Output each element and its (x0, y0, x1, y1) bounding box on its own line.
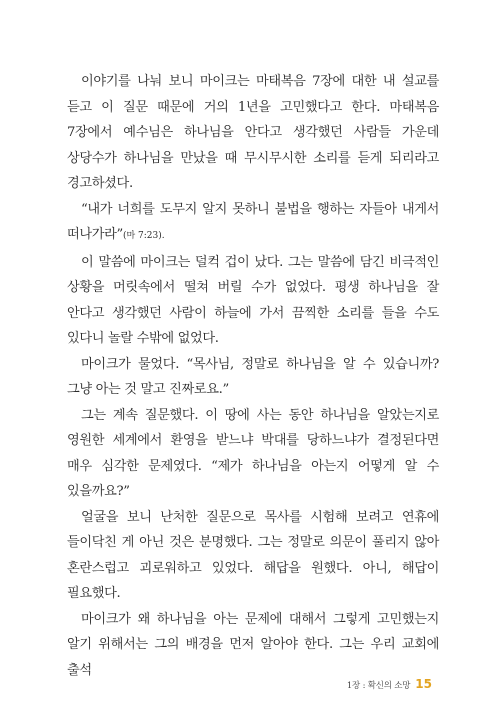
paragraph-5: 그는 계속 질문했다. 이 땅에 사는 동안 하나님을 알았는지로 영원한 세계에서 환영을 받느냐 박대를 당하느냐가 결정된다면 매우 심각한 문제였다. “제가 하나님을 아는지 어떻게 알 수 있을까요?” (67, 407, 439, 499)
paragraph-7: 마이크가 왜 하나님을 아는 문제에 대해서 그렇게 고민했는지 알기 위해서는 그의 배경을 먼저 알아야 한다. 그는 우리 교회에 출석 (67, 611, 439, 678)
page-footer (347, 677, 432, 691)
paragraph-3: 이 말씀에 마이크는 덜컥 겁이 났다. 그는 말씀에 담긴 비극적인 상황을 머릿속에서 떨쳐 버릴 수가 없었다. 평생 하나님을 잘 안다고 생각했던 사람이 하늘에 가서 끔찍한 소리를 들을 수도 있다니 놀랄 수밖에 없었다. (67, 254, 439, 346)
paragraph-4: 마이크가 물었다. “목사님, 정말로 하나님을 알 수 있습니까? 그냥 아는 것 말고 진짜로요.” (67, 356, 439, 397)
paragraph-1: 이야기를 나눠 보니 마이크는 마태복음 7장에 대한 내 설교를 듣고 이 질문 때문에 거의 1년을 고민했다고 한다. 마태복음 7장에서 예수님은 하나님을 안다고 생각했던 사람들 가운데 상당수가 하나님을 만났을 때 무시무시한 소리를 듣게 되리라고 경고하셨다. (67, 74, 439, 191)
body-text (67, 69, 439, 683)
verse-reference: (마 7:23). (122, 231, 165, 241)
chapter-title: 1장 : 확신의 소망 (346, 681, 411, 691)
page-number: 15 (415, 677, 432, 691)
paragraph-6: 얼굴을 보니 난처한 질문으로 목사를 시험해 보려고 연휴에 들이닥친 게 아닌 것은 분명했다. 그는 정말로 의문이 풀리지 않아 혼란스럽고 괴로워하고 있었다. 해답을 원했다. 아니, 해답이 필요했다. (67, 509, 439, 601)
paragraph-2-quote (67, 197, 439, 250)
quote-text: “내가 너희를 도무지 알지 못하니 불법을 행하는 자들아 내게서 떠나가라” (67, 201, 439, 242)
